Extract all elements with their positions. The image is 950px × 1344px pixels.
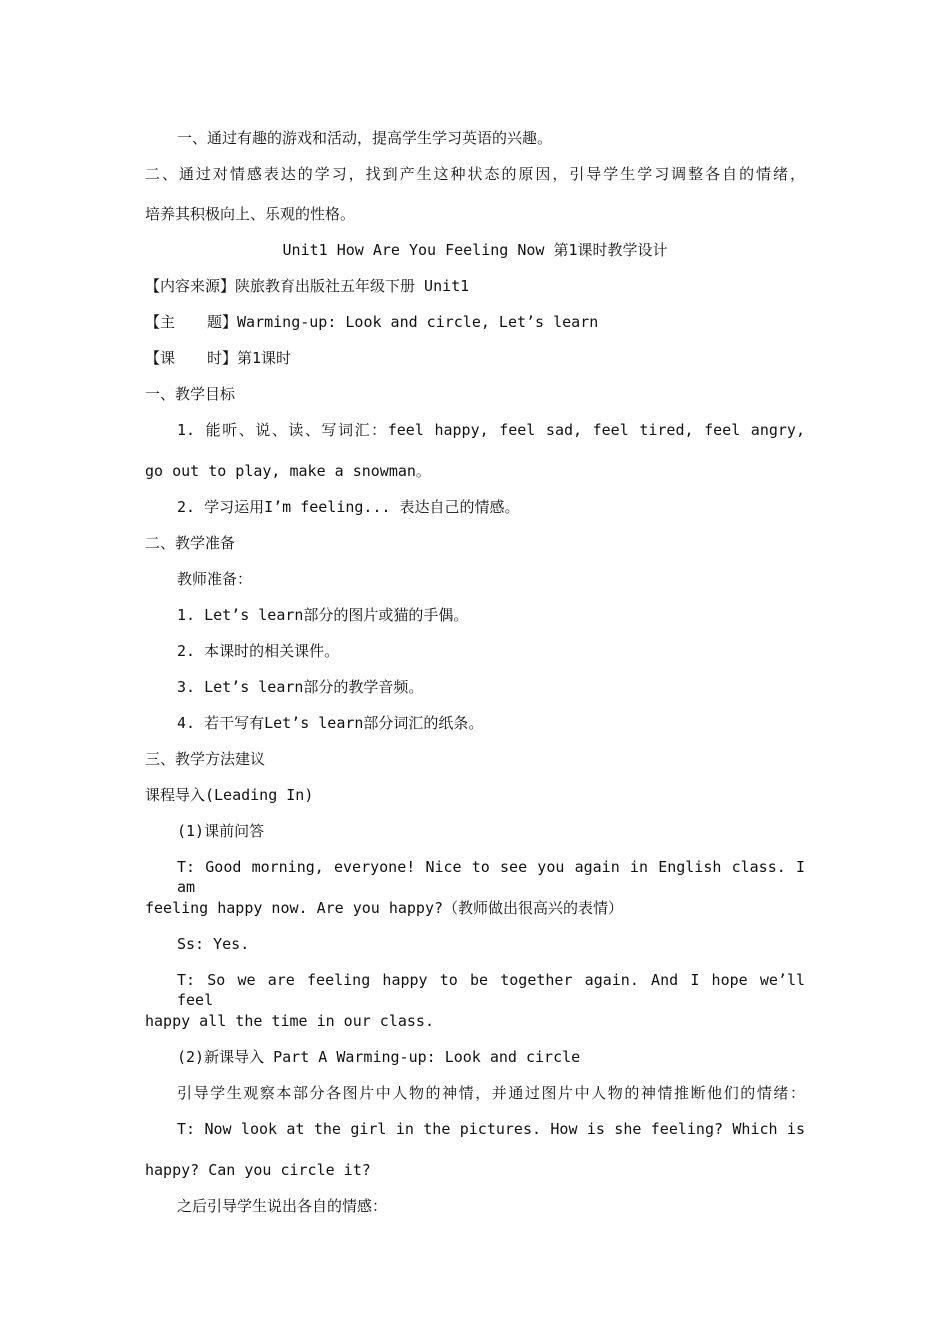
topic-label-start: 【主 xyxy=(145,313,176,331)
objective-line-1: 一、通过有趣的游戏和活动，提高学生学习英语的兴趣。 xyxy=(177,129,553,147)
document-title: Unit1 How Are You Feeling Now 第1课时教学设计 xyxy=(282,241,668,259)
goal-item-2: 2. 学习运用I’m feeling... 表达自己的情感。 xyxy=(177,498,520,516)
dialogue-students-1: Ss: Yes. xyxy=(177,935,250,953)
source-value: 陕旅教育出版社五年级下册 Unit1 xyxy=(235,277,470,295)
dialogue-teacher-1-line-1: T: Good morning, everyone! Nice to see you again in English class. I am xyxy=(177,858,805,896)
dialogue-teacher-3-line-2: happy? Can you circle it? xyxy=(145,1161,371,1179)
section-heading-preparation: 二、教学准备 xyxy=(145,534,236,552)
dialogue-teacher-3-line-1: T: Now look at the girl in the pictures. How is she feeling? Which is xyxy=(177,1120,805,1138)
meta-period xyxy=(145,348,805,368)
meta-topic xyxy=(145,312,805,332)
dialogue-teacher-2-line-1: T: So we are feeling happy to be together again. And I hope we’ll feel xyxy=(177,971,805,1009)
preparation-item: 2. 本课时的相关课件。 xyxy=(177,642,340,660)
step-2-heading: (2)新课导入 Part A Warming-up: Look and circle xyxy=(177,1048,581,1066)
guide-paragraph-1: 引导学生观察本部分各图片中人物的神情，并通过图片中人物的神情推断他们的情绪： xyxy=(177,1084,805,1102)
preparation-item: 4. 若干写有Let’s learn部分词汇的纸条。 xyxy=(177,714,484,732)
preparation-subheading: 教师准备： xyxy=(177,570,253,588)
goal-item-1-line-1: 1. 能听、说、读、写词汇：feel happy, feel sad, feel tired, feel angry, xyxy=(177,421,805,439)
topic-value: Warming-up: Look and circle, Let’s learn xyxy=(237,313,599,331)
objective-line-2: 二、通过对情感表达的学习，找到产生这种状态的原因，引导学生学习调整各自的情绪， xyxy=(145,165,805,183)
period-value: 第1课时 xyxy=(237,349,292,367)
topic-label-end: 题】 xyxy=(207,313,238,331)
section-heading-methods: 三、教学方法建议 xyxy=(145,750,266,768)
section-heading-goals: 一、教学目标 xyxy=(145,385,236,403)
preparation-item: 3. Let’s learn部分的教学音频。 xyxy=(177,678,424,696)
meta-source xyxy=(145,276,805,296)
guide-paragraph-2: 之后引导学生说出各自的情感： xyxy=(177,1197,388,1215)
preparation-item: 1. Let’s learn部分的图片或猫的手偶。 xyxy=(177,606,469,624)
source-label: 【内容来源】 xyxy=(145,277,236,295)
goal-item-1-line-2: go out to play, make a snowman。 xyxy=(145,462,431,480)
period-label-start: 【课 xyxy=(145,349,176,367)
period-label-end: 时】 xyxy=(207,349,238,367)
dialogue-teacher-2-line-2: happy all the time in our class. xyxy=(145,1012,434,1030)
dialogue-teacher-1-line-2: feeling happy now. Are you happy?（教师做出很高兴的表情） xyxy=(145,899,624,917)
leading-in-heading: 课程导入(Leading In) xyxy=(145,786,314,804)
objective-line-3: 培养其积极向上、乐观的性格。 xyxy=(145,205,356,223)
step-1-heading: (1)课前问答 xyxy=(177,822,265,840)
